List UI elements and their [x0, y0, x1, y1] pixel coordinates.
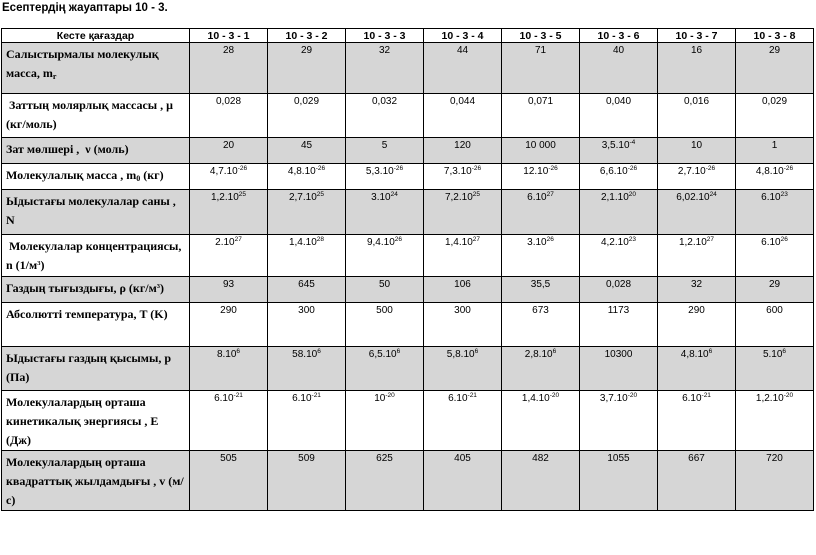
table-cell: $4,7.10^{-26}$ [190, 164, 268, 190]
table-row [2, 43, 814, 94]
table-cell: $1,2.10^{-20}$ [736, 391, 814, 451]
table-cell: 3.10$^{26}$ [502, 235, 580, 277]
table-cell: 106 [424, 277, 502, 303]
table-cell: 300 [424, 303, 502, 347]
row-label: Зат мөлшері , ν (моль) [2, 138, 190, 164]
table-cell: 0,040 [580, 94, 658, 138]
table-cell: 2.10$^{27}$ [190, 235, 268, 277]
row-label: Салыстырмалы молекулық масса, $m_r$ [2, 43, 190, 94]
row-label: Газдың тығыздығы, ρ $(кг/м^3)$ [2, 277, 190, 303]
table-cell: 720 [736, 451, 814, 511]
table-cell: 6.10$^{27}$ [502, 190, 580, 235]
table-cell: $12.10^{-26}$ [502, 164, 580, 190]
row-label: Ыдыстағы молекулалар саны , N [2, 190, 190, 235]
table-cell: 20 [190, 138, 268, 164]
table-cell: 2,1.10$^{20}$ [580, 190, 658, 235]
row-label: Молекулалардың орташа квадраттық жылдамдығы , v (м/с) [2, 451, 190, 511]
table-cell: 2,7.10$^{25}$ [268, 190, 346, 235]
table-cell: 505 [190, 451, 268, 511]
row-label: Молекулалардың орташа кинетикалық энергиясы , E (Дж) [2, 391, 190, 451]
table-cell: 35,5 [502, 277, 580, 303]
table-cell: 10300 [580, 347, 658, 391]
table-cell: 29 [736, 43, 814, 94]
table-cell: $7,3.10^{-26}$ [424, 164, 502, 190]
table-cell: 509 [268, 451, 346, 511]
table-row [2, 451, 814, 511]
table-cell: $6.10^{-21}$ [190, 391, 268, 451]
table-cell: 5.10$^6$ [736, 347, 814, 391]
table-cell: 4,8.10$^6$ [658, 347, 736, 391]
table-row [2, 277, 814, 303]
table-cell: 0,028 [580, 277, 658, 303]
table-header-row [2, 29, 814, 43]
table-row [2, 94, 814, 138]
table-row [2, 303, 814, 347]
table-cell: 1 [736, 138, 814, 164]
table-cell: $10^{-20}$ [346, 391, 424, 451]
table-cell: $2,7.10^{-26}$ [658, 164, 736, 190]
table-cell: 6,02.10$^{24}$ [658, 190, 736, 235]
header-problem: 10 - 3 - 2 [268, 29, 346, 43]
row-label: Заттың молярлық массасы , μ (кг/моль) [2, 94, 190, 138]
table-cell: 120 [424, 138, 502, 164]
table-row [2, 347, 814, 391]
table-cell: 9,4.10$^{26}$ [346, 235, 424, 277]
table-cell: 1,2.10$^{25}$ [190, 190, 268, 235]
table-cell: 7,2.10$^{25}$ [424, 190, 502, 235]
table-cell: 6.10$^{26}$ [736, 235, 814, 277]
table-cell: 1,2.10$^{27}$ [658, 235, 736, 277]
table-row [2, 235, 814, 277]
table-cell: 6.10$^{23}$ [736, 190, 814, 235]
table-cell: 6,5.10$^6$ [346, 347, 424, 391]
row-label: Молекулалық масса , $m_0$ (кг) [2, 164, 190, 190]
table-cell: 0,029 [736, 94, 814, 138]
table-cell: 1,4.10$^{28}$ [268, 235, 346, 277]
table-cell: 5,8.10$^6$ [424, 347, 502, 391]
header-problem: 10 - 3 - 8 [736, 29, 814, 43]
table-cell: 300 [268, 303, 346, 347]
table-cell: $6.10^{-21}$ [658, 391, 736, 451]
table-cell: 29 [268, 43, 346, 94]
header-problem: 10 - 3 - 7 [658, 29, 736, 43]
header-problem: 10 - 3 - 5 [502, 29, 580, 43]
table-cell: 1173 [580, 303, 658, 347]
table-cell: $4,8.10^{-26}$ [268, 164, 346, 190]
table-row [2, 190, 814, 235]
table-cell: 625 [346, 451, 424, 511]
table-cell: 600 [736, 303, 814, 347]
table-cell: $1,4.10^{-20}$ [502, 391, 580, 451]
table-cell: 0,016 [658, 94, 736, 138]
table-cell: 0,071 [502, 94, 580, 138]
table-cell: 10 000 [502, 138, 580, 164]
answers-table [1, 28, 814, 511]
table-cell: 667 [658, 451, 736, 511]
table-cell: $6.10^{-21}$ [268, 391, 346, 451]
header-problem: 10 - 3 - 4 [424, 29, 502, 43]
table-cell: 16 [658, 43, 736, 94]
table-cell: 32 [346, 43, 424, 94]
table-cell: 71 [502, 43, 580, 94]
table-cell: 482 [502, 451, 580, 511]
table-row [2, 391, 814, 451]
table-cell: 93 [190, 277, 268, 303]
table-cell: 50 [346, 277, 424, 303]
table-cell: 40 [580, 43, 658, 94]
table-row [2, 138, 814, 164]
table-cell: 2,8.10$^6$ [502, 347, 580, 391]
table-cell: 405 [424, 451, 502, 511]
table-cell: 1055 [580, 451, 658, 511]
table-cell: 10 [658, 138, 736, 164]
table-cell: 28 [190, 43, 268, 94]
table-cell: 0,029 [268, 94, 346, 138]
table-cell: $3,7.10^{-20}$ [580, 391, 658, 451]
table-body [2, 43, 814, 511]
table-cell: $4,8.10^{-26}$ [736, 164, 814, 190]
table-cell: 58.10$^6$ [268, 347, 346, 391]
table-cell: 5 [346, 138, 424, 164]
table-cell: 290 [658, 303, 736, 347]
table-cell: 0,028 [190, 94, 268, 138]
table-cell: $6.10^{-21}$ [424, 391, 502, 451]
header-problem: 10 - 3 - 1 [190, 29, 268, 43]
table-cell: 4,2.10$^{23}$ [580, 235, 658, 277]
table-cell: 290 [190, 303, 268, 347]
row-label: Абсолютті температура, T (K) [2, 303, 190, 347]
table-cell: 32 [658, 277, 736, 303]
table-cell: $6,6.10^{-26}$ [580, 164, 658, 190]
header-quantity: Кесте қағаздар [2, 29, 190, 43]
table-cell: 645 [268, 277, 346, 303]
table-cell: 44 [424, 43, 502, 94]
table-cell: 500 [346, 303, 424, 347]
table-cell: 3.10$^{24}$ [346, 190, 424, 235]
table-cell: 29 [736, 277, 814, 303]
header-problem: 10 - 3 - 6 [580, 29, 658, 43]
table-cell: 8.10$^6$ [190, 347, 268, 391]
header-problem: 10 - 3 - 3 [346, 29, 424, 43]
table-cell: 673 [502, 303, 580, 347]
row-label: Молекулалар концентрациясы, n $(1/м^3)$ [2, 235, 190, 277]
table-cell: $3,5.10^{-4}$ [580, 138, 658, 164]
table-row [2, 164, 814, 190]
table-cell: 0,032 [346, 94, 424, 138]
table-cell: 0,044 [424, 94, 502, 138]
table-cell: 45 [268, 138, 346, 164]
page-title: Есептердің жауаптары 10 - 3. [2, 2, 168, 14]
table-cell: 1,4.10$^{27}$ [424, 235, 502, 277]
table-cell: $5,3.10^{-26}$ [346, 164, 424, 190]
row-label: Ыдыстағы газдың қысымы, p (Па) [2, 347, 190, 391]
